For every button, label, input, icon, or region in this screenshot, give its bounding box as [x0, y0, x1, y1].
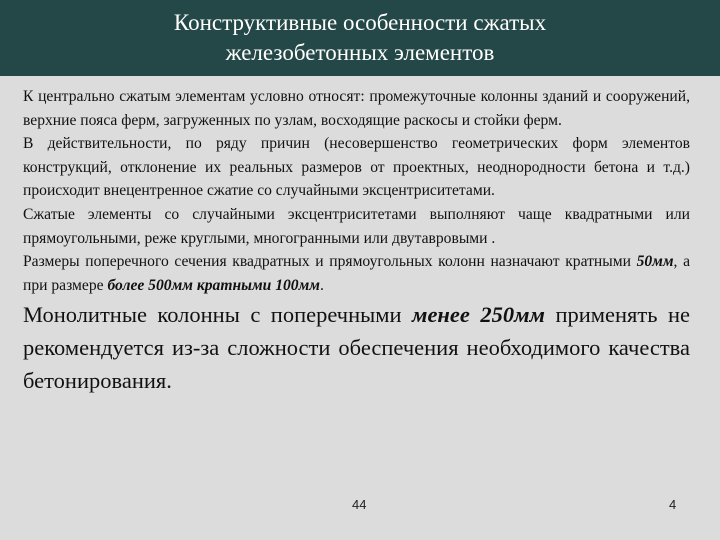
sizes-multiple-100: более 500мм кратными 100мм — [107, 276, 320, 294]
paragraph-section-sizes — [23, 250, 690, 297]
paragraph-monolithic-columns — [23, 298, 690, 397]
slide-title-line-2: железобетонных элементов — [225, 40, 495, 65]
paragraph-element-shapes: Сжатые элементы со случайными эксцентриситетами выполняют чаще квадратными или прямоугольными, реже круглыми, многогранными или двутавровыми . — [23, 205, 690, 247]
monolithic-text-start: Монолитные колонны с поперечными — [23, 302, 413, 328]
slide-header — [0, 0, 720, 76]
paragraph-central-compression: К центрально сжатым элементам условно относят: промежуточные колонны зданий и сооружений, верхние пояса ферм, загруженных по узлам, восходящие раскосы и стойки ферм. — [23, 88, 690, 129]
footer-page-number-center: 44 — [352, 497, 367, 512]
sizes-text-start: Размеры поперечного сечения квадратных и прямоугольных колонн назначают кратными — [23, 253, 637, 271]
paragraph-eccentric-compression: В действительности, по ряду причин (несовершенство геометрических форм элементов конструкций, отклонение их реальных размеров от проектных, неоднородности бетона и т.д.) происходит внецентренное сжатие со случайными эксцентриситетами. — [23, 135, 690, 200]
monolithic-min-size: менее 250мм — [412, 302, 545, 328]
sizes-text-mid: , а при размере — [23, 253, 691, 294]
slide-title-line-1: Конструктивные особенности сжатых — [173, 10, 547, 35]
monolithic-text-end: применять не рекомендуется из-за сложности обеспечения необходимого качества бетонирования. — [23, 302, 691, 394]
sizes-multiple-50: 50мм — [636, 253, 674, 271]
slide-title — [20, 8, 700, 68]
footer-page-number-right: 4 — [669, 497, 677, 512]
slide-content — [23, 85, 690, 397]
sizes-text-end: . — [319, 276, 324, 294]
